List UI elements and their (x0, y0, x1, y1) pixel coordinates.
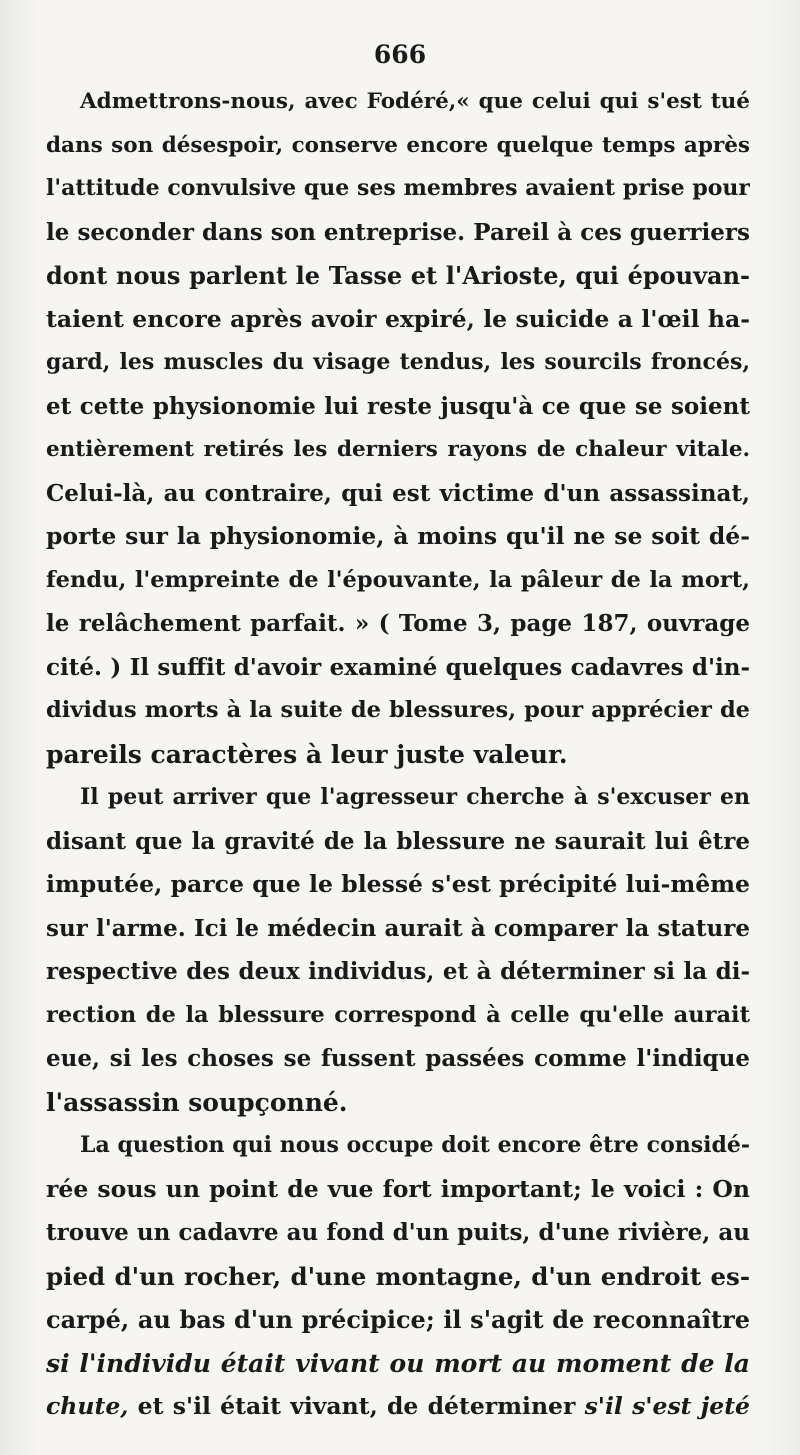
text-line: respective des deux individus, et à déterminer si la di- (46, 958, 750, 985)
text-line: et cette physionomie lui reste jusqu'à ce que se soient (46, 392, 750, 420)
text-line: fendu, l'empreinte de l'épouvante, la pâleur de la mort, (46, 566, 750, 593)
italic-fragment: chute, (46, 1392, 129, 1420)
text-line: imputée, parce que le blessé s'est précipité lui-même (46, 870, 750, 898)
text-line: La question qui nous occupe doit encore être considé- (80, 1132, 750, 1158)
text-line: dans son désespoir, conserve encore quelque temps après (46, 132, 750, 158)
body-text (46, 80, 750, 1429)
text-line: cité. ) Il suffit d'avoir examiné quelques cadavres d'in- (46, 653, 750, 681)
text-line: dividus morts à la suite de blessures, pour apprécier de (46, 697, 750, 723)
paragraph-3 (46, 1124, 750, 1429)
text-line: dont nous parlent le Tasse et l'Arioste, qui épouvan- (46, 261, 750, 290)
paragraph-1 (46, 80, 750, 776)
text-line: Admettrons-nous, avec Fodéré,« que celui qui s'est tué (80, 89, 750, 114)
text-line: disant que la gravité de la blessure ne saurait lui être (46, 827, 750, 855)
mixed-text-line (46, 1385, 750, 1429)
text-line: gard, les muscles du visage tendus, les sourcils froncés, (46, 349, 750, 375)
text-line: le seconder dans son entreprise. Pareil à ces guerriers (46, 218, 750, 246)
text-line: eue, si les choses se fussent passées comme l'indique (46, 1045, 750, 1072)
text-line: l'attitude convulsive que ses membres avaient prise pour (46, 175, 750, 201)
paragraph-2 (46, 776, 750, 1124)
text-line: Celui-là, au contraire, qui est victime d'un assassinat, (46, 479, 750, 507)
page-number: 666 (373, 40, 427, 69)
text-line: rection de la blessure correspond à celle qu'elle aurait (46, 1001, 750, 1028)
italic-fragment: s'il s'est jeté (584, 1392, 750, 1420)
roman-fragment: et s'il était vivant, de déterminer (128, 1392, 585, 1420)
text-line: pied d'un rocher, d'une montagne, d'un endroit es- (46, 1261, 750, 1291)
text-line: trouve un cadavre au fond d'un puits, d'une rivière, au (46, 1219, 750, 1246)
text-line: Il peut arriver que l'agresseur cherche à s'excuser en (80, 784, 750, 810)
text-line: porte sur la physionomie, à moins qu'il ne se soit dé- (46, 522, 750, 550)
text-line: sur l'arme. Ici le médecin aurait à comparer la stature (46, 914, 750, 942)
text-line: taient encore après avoir expiré, le suicide a l'œil ha- (46, 304, 750, 333)
italic-text-line: si l'individu était vivant ou mort au moment de la (46, 1348, 750, 1378)
text-line: rée sous un point de vue fort important; le voici : On (46, 1174, 750, 1203)
text-line: entièrement retirés les derniers rayons de chaleur vitale. (46, 437, 750, 462)
text-line: pareils caractères à leur juste valeur. (46, 739, 568, 769)
text-line: le relâchement parfait. » ( Tome 3, page 187, ouvrage (46, 610, 750, 637)
text-line: carpé, au bas d'un précipice; il s'agit de reconnaître (46, 1305, 750, 1334)
text-line: l'assassin soupçonné. (46, 1087, 348, 1117)
